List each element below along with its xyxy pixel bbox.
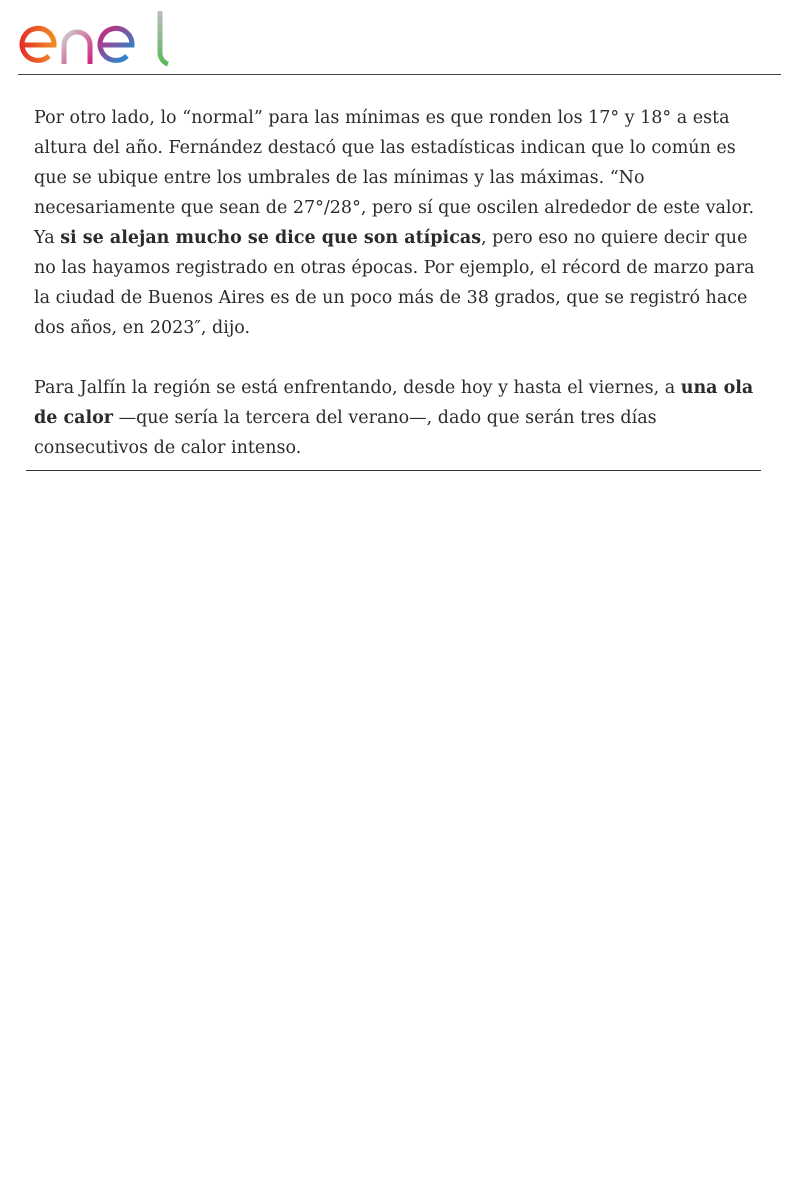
- paragraph-text: Para Jalfín la región se está enfrentando, desde hoy y hasta el viernes, a: [34, 378, 681, 398]
- paragraph-text: , pero eso no quiere decir que no las hayamos registrado en otras épocas. Por ejemplo, el récord de marzo para la ciudad de Buenos Aires es de un poco más de 38 grados, que se registró hace dos años, en 2023″, dijo.: [34, 228, 755, 338]
- enel-logo[interactable]: [18, 8, 170, 68]
- highlighted-text: una ola de calor: [34, 378, 754, 428]
- paragraph-text: —que sería la tercera del verano—, dado que serán tres días consecutivos de calor intenso.: [34, 408, 657, 458]
- enel-logo-mark: [18, 8, 170, 68]
- section-divider: [26, 470, 761, 471]
- article-body: [34, 103, 774, 463]
- highlighted-text: si se alejan mucho se dice que son atípicas: [60, 228, 482, 248]
- site-header: [18, 0, 781, 75]
- paragraph-text: Por otro lado, lo “normal” para las mínimas es que ronden los 17° y 18° a esta altura del año. Fernández destacó que las estadísticas indican que lo común es que se ubique entre los umbrales de las mínimas y las máximas. “No necesariamente que sean de 27°/28°, pero sí que oscilen alrededor de este valor. Ya: [34, 108, 755, 248]
- article-paragraph: [34, 103, 774, 343]
- article-paragraph: [34, 373, 774, 463]
